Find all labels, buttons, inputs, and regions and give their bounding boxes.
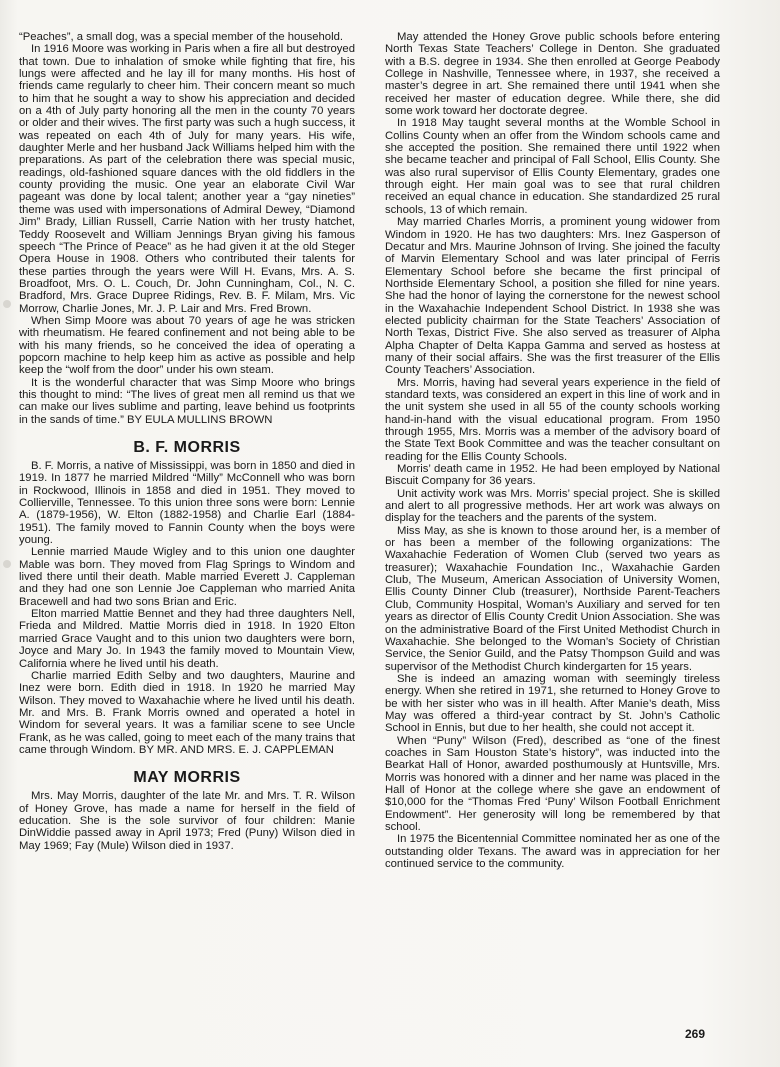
page-number: 269 — [685, 1027, 706, 1041]
paragraph: When “Puny” Wilson (Fred), described as “one of the finest coaches in Sam Houston State’s history”, was inducted into the Bearkat Hall of Honor, awarded posthumously at Huntsville, Mrs. Morris was honored with a dinner and her name was placed in the Hall of Honor at the college where she gave an endowment of $10,000 for the “Thomas Fred ‘Puny’ Wilson Football Enrichment Endowment”. Her generosity will long be remembered by that school. — [385, 734, 720, 833]
left-column — [19, 31, 355, 852]
right-column — [385, 31, 720, 870]
paragraph: In 1918 May taught several months at the Womble School in Collins County when an offer from the Windom schools came and she accepted the position. She remained there until 1922 when she became teacher and principal of Fall School, Ellis County. She was also rural supervisor of Ellis County Elementary, grades one through eight. Her main goal was to see that rural children received an equal chance in education. She standardized 25 rural schools, 13 of which remain. — [385, 117, 720, 216]
paragraph: It is the wonderful character that was Simp Moore who brings this thought to mind: “The lives of great men all remind us that we can make our lives sublime and parting, leave behind us footprints in the sands of time.” BY EULA MULLINS BROWN — [19, 376, 355, 426]
paragraph: Elton married Mattie Bennet and they had three daughters Nell, Frieda and Mildred. Mattie Morris died in 1918. In 1920 Elton married Grace Vaught and to this union two daughters were born, Joyce and Mary Jo. In 1943 the family moved to Mountain View, California where he lived until his death. — [19, 608, 355, 670]
paragraph: When Simp Moore was about 70 years of age he was stricken with rheumatism. He feared confinement and not being able to be with his many friends, so he conceived the idea of operating a popcorn machine to help keep him as active as possible and help keep the “wolf from the door” under his own steam. — [19, 314, 355, 377]
paragraph: Lennie married Maude Wigley and to this union one daughter Mable was born. They moved from Flag Springs to Windom and lived there until their death. Mable married Everett J. Cappleman and they had one son Lennie Joe Cappleman who married Anita Bracewell and had two sons Brian and Eric. — [19, 546, 355, 608]
paragraph: May attended the Honey Grove public schools before entering North Texas State Teachers’ College in Denton. She graduated with a B.S. degree in 1934. She then enrolled at George Peabody College in Nashville, Tennessee where, in 1937, she received a master’s degree in art. She remained there until 1941 when she received her master of education degree. While there, she did some work toward her doctorate degree. — [385, 31, 720, 118]
paragraph: Charlie married Edith Selby and two daughters, Maurine and Inez were born. Edith died in 1918. In 1920 he married May Wilson. They moved to Waxahachie where he lived until his death. Mr. and Mrs. B. Frank Morris owned and operated a hotel in Windom for several years. It was a familiar scene to see Uncle Frank, as he was called, going to meet each of the many trains that came through Windom. BY MR. AND MRS. E. J. CAPPLEMAN — [19, 669, 355, 756]
paragraph: Mrs. May Morris, daughter of the late Mr. and Mrs. T. R. Wilson of Honey Grove, has made a name for herself in the field of education. She is the sole survivor of four children: Manie DinWiddie passed away in April 1973; Fred (Puny) Wilson died in May 1969; Fay (Mule) Wilson died in 1937. — [19, 790, 355, 852]
section-heading-bf-morris: B. F. MORRIS — [133, 439, 241, 456]
paragraph: Unit activity work was Mrs. Morris’ special project. She is skilled and alert to all progressive methods. Her art work was always on display for the teachers and the parents of the system. — [385, 487, 720, 525]
paragraph: Morris’ death came in 1952. He had been employed by National Biscuit Company for 36 years. — [385, 463, 720, 488]
paragraph: B. F. Morris, a native of Mississippi, was born in 1850 and died in 1919. In 1877 he married Mildred “Milly” McConnell who was born in Rockwood, Illinois in 1858 and died in 1951. They moved to Collierville, Tennessee. To this union three sons were born: Lennie A. (1879-1956), W. Elton (1882-1958) and Charlie Earl (1884-1951). The family moved to Fannin County when the boys were young. — [19, 460, 355, 547]
paragraph: May married Charles Morris, a prominent young widower from Windom in 1920. He has two daughters: Mrs. Inez Gasperson of Decatur and Mrs. Maurine Johnson of Irving. She joined the faculty of Marvin Elementary School and was later principal of Ferris Elementary School before she became the first principal of Northside Elementary School, a position she filled for nine years. She had the honor of laying the cornerstone for the newest school in the Waxahachie Independent School District. In 1938 she was elected publicity chairman for the State Teachers’ Association of North Texas, District Five. She also served as treasurer of Alpha Alpha Chapter of Delta Kappa Gamma and served as hostess at many of their social affairs. She was the first treasurer of the Ellis County Teachers’ Association. — [385, 216, 720, 377]
section-heading-may-morris: MAY MORRIS — [133, 769, 241, 787]
paragraph: In 1916 Moore was working in Paris when a fire all but destroyed that town. Due to inhalation of smoke while fighting that fire, his lungs were affected and he lay ill for many months. His host of friends came regularly to cheer him. Their concern meant so much to him that he sought a way to show his appreciation and decided on a 4th of July party honoring all the men in the county 70 years or older and their wives. The first party was such a hugh success, it was repeated on each 4th of July for many years. His wife, daughter Merle and her husband Jack Williams helped him with the preparations. As part of the celebration there was special music, readings, old-fashioned square dances with the old fiddlers in the county providing the music. One year an elaborate Civil War pageant was done by local talent; another year a “gay nineties” theme was used with impersonations of Admiral Dewey, “Diamond Jim” Brady, Lillian Russell, Carrie Nation with her trusty hatchet, Teddy Roosevelt and William Jennings Bryan giving his famous speech “The Prince of Peace” as he had given it at the old Steger Opera House in 1908. Others who contributed their talents for these parties through the years were Will H. Evans, Mrs. A. S. Broadfoot, Mrs. O. L. Couch, Dr. John Cunningham, Col., N. C. Bradford, Mrs. Grace Dupree Ridings, Rev. B. F. Milam, Mrs. Vic Morrow, Charlie Jones, Mr. J. P. Lair and Mrs. Fred Brown. — [19, 43, 355, 315]
paragraph: “Peaches”, a small dog, was a special member of the household. — [19, 31, 344, 43]
paragraph: She is indeed an amazing woman with seemingly tireless energy. When she retired in 1971, she returned to Honey Grove to be with her sister who was in ill health. After Manie’s death, Miss May was offered a third-year contract by St. John’s Catholic School in Ennis, but due to her health, she could not accept it. — [385, 672, 720, 735]
binding-hole-mark — [3, 300, 11, 308]
binding-hole-mark — [3, 560, 11, 568]
paragraph: Miss May, as she is known to those around her, is a member of or has been a member of the following organizations: The Waxahachie Federation of Women Club (served two years as treasurer); Waxahachie Foundation Inc., Waxahachie Garden Club, The Museum, American Association of University Women, Ellis County Dinner Club (treasurer), Northside Parent-Teachers Club, Community Hospital, Woman’s Auxiliary and served for ten years as director of Ellis County Credit Union Association. She was on the administrative Board of the First United Methodist Church in Waxahachie. She belonged to the Woman’s Society of Christian Service, the Senior Guild, and the Patsy Thompson Guild and was supervisor of the Methodist Church kindergarten for 15 years. — [385, 524, 720, 673]
paragraph: In 1975 the Bicentennial Committee nominated her as one of the outstanding older Texans. The award was in appreciation for her continued service to the community. — [385, 833, 720, 871]
paragraph: Mrs. Morris, having had several years experience in the field of standard texts, was considered an expert in this line of work and in the unit system she used in all 55 of the county schools working hand-in-hand with the visual educational program. From 1950 through 1955, Mrs. Morris was a member of the advisory board of the State Text Book Committee and was the teacher consultant on reading for the Ellis County Schools. — [385, 376, 720, 463]
